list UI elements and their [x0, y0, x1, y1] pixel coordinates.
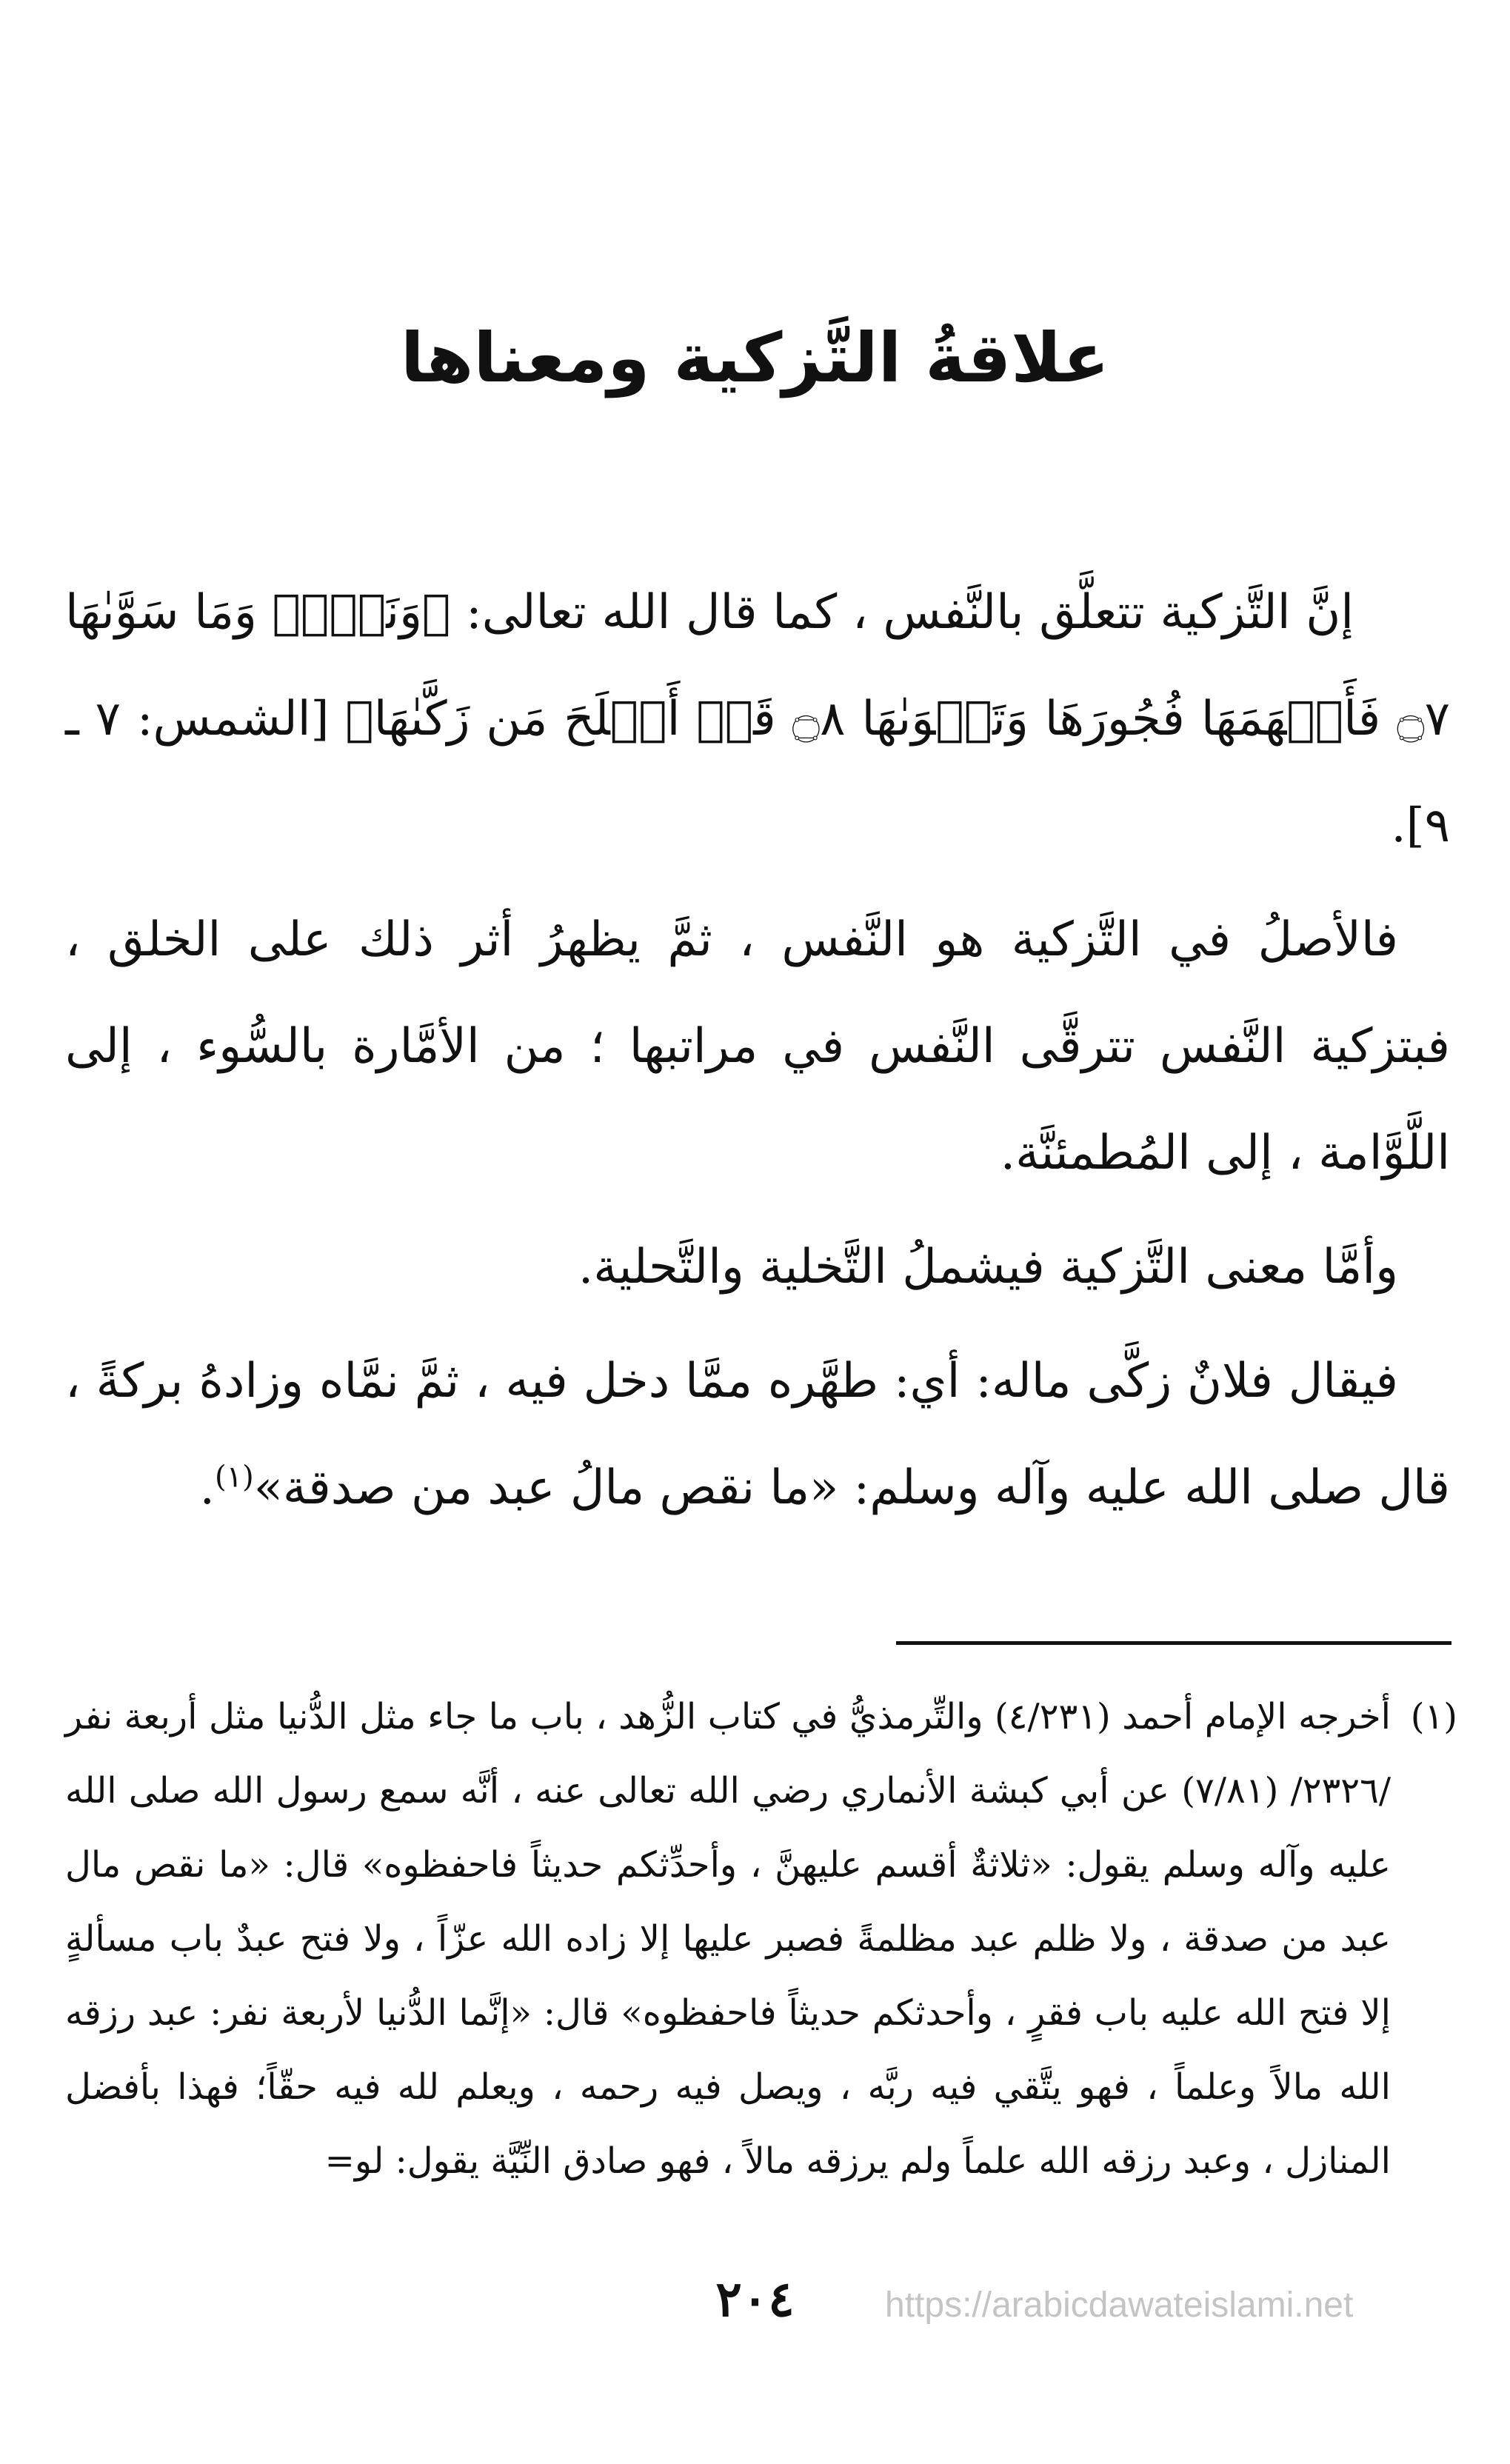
footnote-reference[interactable]: (١): [214, 1460, 254, 1495]
body-text: [65, 559, 1450, 1549]
page-number: ٢٠٤: [715, 2270, 795, 2328]
footnote: [65, 1680, 1457, 2198]
footnote-text: أخرجه الإمام أحمد (٤/٢٣١) والتِّرمذيُّ في كتاب الزُّهد ، باب ما جاء مثل الدُّنيا مثل أربعة نفر /٢٣٢٦/ (٧/٨١) عن أبي كبشة الأنماري رضي الله تعالى عنه ، أنَّه سمع رسول الله صلى الله عليه وآله وسلم يقول: «ثلاثةٌ أقسم عليهنَّ ، وأحدِّثكم حديثاً فاحفظوه» قال: «ما نقص مال عبد من صدقة ، ولا ظلم عبد مظلمةً فصبر عليها إلا زاده الله عزّاً ، ولا فتح عبدٌ باب مسألةٍ إلا فتح الله عليه باب فقرٍ ، وأحدثكم حديثاً فاحفظوه» قال: «إنَّما الدُّنيا لأربعة نفر: عبد رزقه الله مالاً وعلماً ، فهو يتَّقي فيه ربَّه ، ويصل فيه رحمه ، ويعلم لله فيه حقّاً؛ فهذا بأفضل المنازل ، وعبد رزقه الله علماً ولم يرزقه مالاً ، فهو صادق النِّيَّة يقول: لو=: [65, 1696, 1392, 2182]
paragraph-1: إنَّ التَّزكية تتعلَّق بالنَّفس ، كما قال الله تعالى: ﴿وَنَفۡسٖ وَمَا سَوَّىٰهَا ۝٧ فَأَلۡهَمَهَا فُجُورَهَا وَتَقۡوَىٰهَا ۝٨ قَدۡ أَفۡلَحَ مَن زَكَّىٰهَا﴾ [الشمس: ٧ ـ ٩].: [65, 585, 1451, 853]
footnote-divider: [896, 1641, 1451, 1645]
closing-period: .: [199, 1460, 215, 1515]
paragraph-3: وأمَّا معنى التَّزكية فيشملُ التَّخلية والتَّحلية.: [578, 1240, 1398, 1295]
footnote-number: (١): [1410, 1696, 1457, 1737]
watermark-url: https://arabicdawateislami.net: [885, 2286, 1354, 2325]
paragraph-2: فالأصلُ في التَّزكية هو النَّفس ، ثمَّ يظهرُ أثر ذلك على الخلق ، فبتزكية النَّفس تترقَّى النَّفس في مراتبها ؛ من الأمَّارة بالسُّوء ، إلى اللَّوَّامة ، إلى المُطمئنَّة.: [65, 912, 1450, 1181]
chapter-title: علاقةُ التَّزكية ومعناها: [400, 318, 1109, 398]
paragraph-4: [65, 1328, 1450, 1541]
paragraph-4-text: فيقال فلانٌ زكَّى ماله: أي: طهَّره ممَّا دخل فيه ، ثمَّ نمَّاه وزادهُ بركةً ، قال صلى الله عليه وآله وسلم: «ما نقص مالُ عبد من صدقة»: [65, 1354, 1450, 1515]
